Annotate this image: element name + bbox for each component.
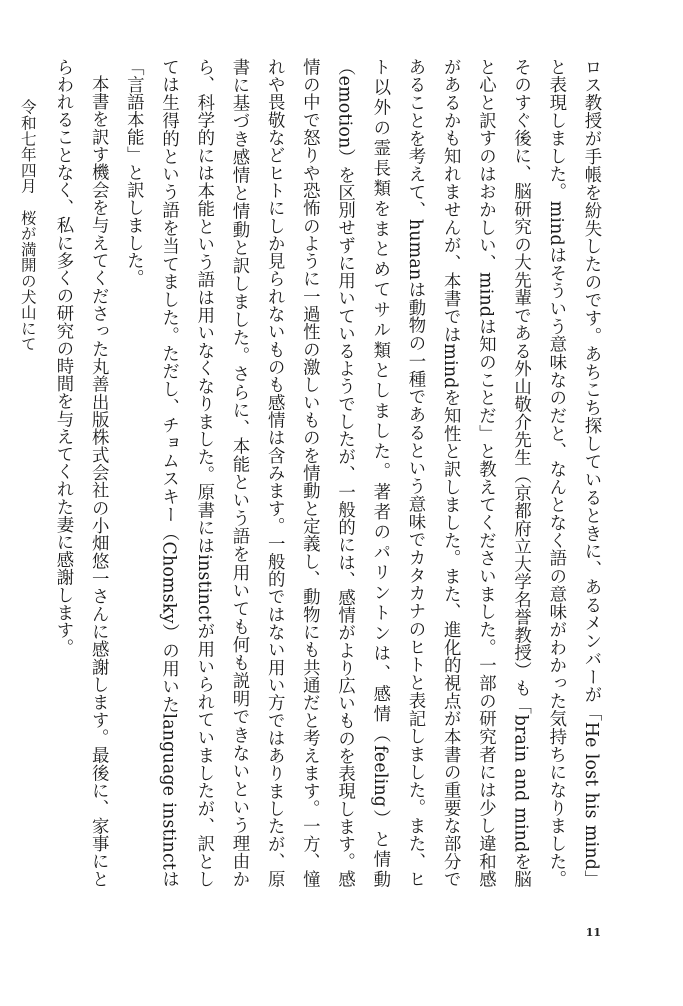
body-paragraph: ロス教授が手帳を紛失したのです。あちこち探しているときに、あるメンバーが「He lost his mind」と表現しました。mindはそういう意味なのだと、なんとなく語の意味がわかった気持ちになりました。そのすぐ後に、脳研究の大先輩である外山敬介先生（京都府立大学名誉教授）も「brain and mindを脳と心と訳すのはおかしい、mindは知のことだ」と教えてくださいました。一部の研究者には少し違和感があるかも知れませんが、本書ではmindを知性と訳しました。また、進化的視点が本書の重要な部分であることを考えて、humanは動物の一種であるという意味でカタカナのヒトと表記しました。また、ヒト以外の霊長類をまとめてサル類としました。著者のパリントンは、感情（feeling）と情動（emotion）を区別せずに用いているようでしたが、一般的には、感情がより広いものを表現します。感情の中で怒りや恐怖のように一過性の激しいものを情動と定義し、動物にも共通だと考えます。一方、憧れや畏敬などヒトにしか見られないものも感情は含みます。一般的ではない用い方ではありましたが、原書に基づき感情と情動と訳しました。さらに、本能という語を用いても何も説明できないという理由から、科学的には本能という語は用いなくなりました。原書にはinstinctが用いられていましたが、訳としては生得的という語を当てました。ただし、チョムスキー（Chomsky）の用いたlanguage instinctは「言語本能」と訳しました。 <box>123 58 601 888</box>
acknowledgement-paragraph: 本書を訳す機会を与えてくださった丸善出版株式会社の小畑悠一さんに感謝します。最後に、家事にとらわれることなく、私に多くの研究の時間を与えてくれた妻に感謝します。 <box>52 58 109 888</box>
page-number: 11 <box>585 926 601 939</box>
vertical-text-body <box>18 58 608 888</box>
date-line: 令和七年四月 桜が満開の犬山にて <box>18 98 37 352</box>
